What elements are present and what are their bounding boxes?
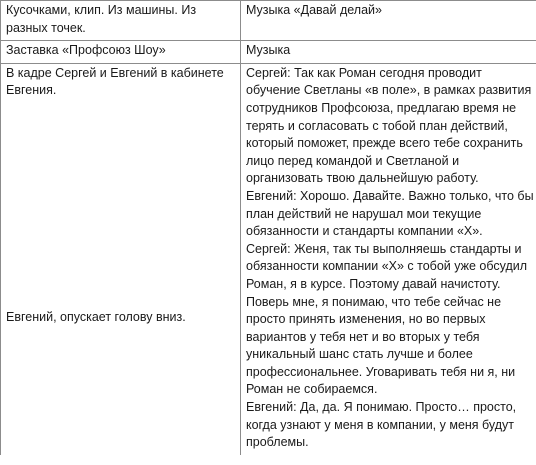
audio-cell bbox=[241, 1, 536, 41]
scene-cell bbox=[1, 41, 241, 64]
dialogue-line: Евгений: Да, да. Я понимаю. Просто… просто, когда узнают у меня в компании, у меня будут проблемы. bbox=[246, 400, 517, 450]
scene-text: Кусочками, клип. Из машины. Из разных точек. bbox=[6, 3, 197, 35]
scene-cell bbox=[1, 63, 241, 455]
audio-cell bbox=[241, 41, 536, 64]
scene-action: Евгений, опускает голову вниз. bbox=[6, 309, 186, 324]
audio-text: Музыка «Давай делай» bbox=[246, 3, 382, 17]
dialogue-line: Евгений: Хорошо. Давайте. Важно только, что бы план действий не нарушал мои текущие обязанности и стандарты компании «Х». bbox=[246, 188, 534, 239]
dialogue-line: Сергей: Так как Роман сегодня проводит обучение Светланы «в поле», в рамках развития сотрудников Профсоюза, предлагаю время не терять и согласовать с тобой план действий, который поможет, прежде всего тебе сохранить лицо перед командой и Светланой и организовать твою дальнейшую работу. bbox=[246, 65, 532, 186]
scene-cell bbox=[1, 1, 241, 41]
spacer bbox=[6, 100, 236, 309]
audio-text: Музыка bbox=[246, 43, 291, 58]
dialogue-cell bbox=[241, 63, 536, 455]
dialogue-line: Сергей: Женя, так ты выполняешь стандарты и обязанности компании «Х» с тобой уже обсудил Роман, я в курсе. Поэтому давай начистоту. Поверь мне, я понимаю, что тебе сейчас не просто принять изменения, но во первых вариантов у тебя нет и во вторых у тебя уникальный шанс стать лучше и более профессиональнее. Уговаривать тебя ни я, ни Роман не собираемся. bbox=[246, 241, 528, 397]
table-row bbox=[1, 1, 536, 41]
scene-description: В кадре Сергей и Евгений в кабинете Евгения. bbox=[6, 65, 224, 98]
scene-text: Заставка «Профсоюз Шоу» bbox=[6, 43, 166, 58]
table-row bbox=[1, 41, 536, 64]
table-row bbox=[1, 63, 536, 455]
